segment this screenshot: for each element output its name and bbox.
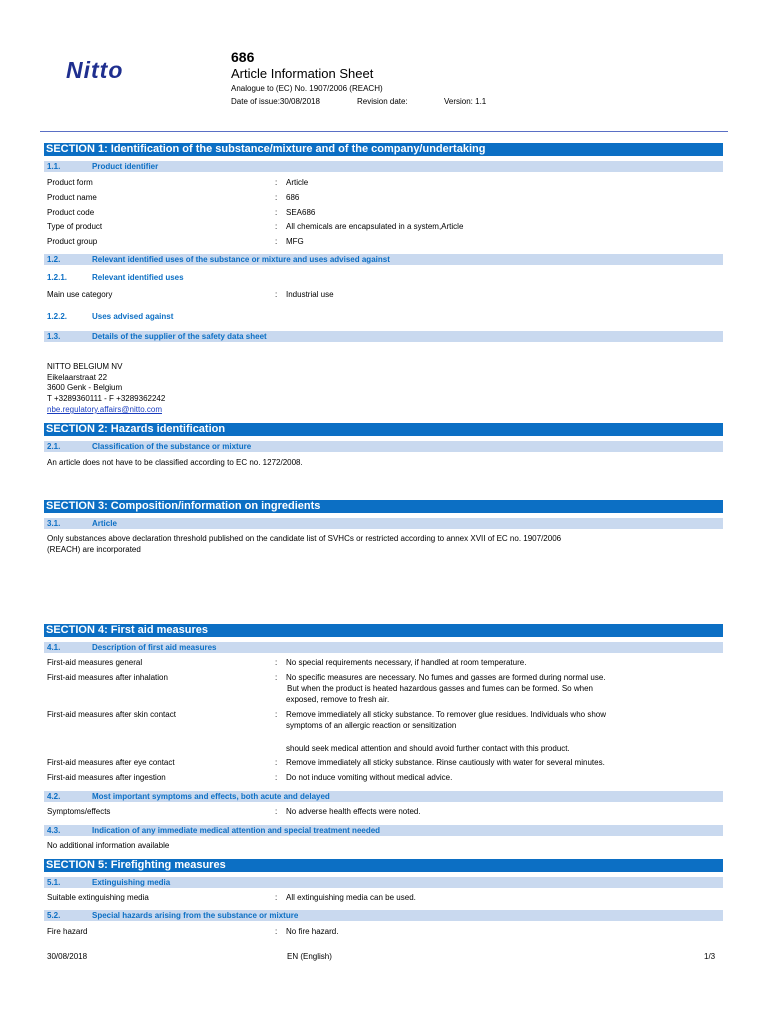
section-1-heading: SECTION 1: Identification of the substance/mixture and of the company/undertaking: [44, 143, 723, 156]
row-colon: :: [275, 237, 278, 246]
row-label: Product name: [47, 193, 97, 202]
subsection-number: 1.2.2.: [47, 312, 68, 321]
row-label: Product form: [47, 178, 93, 187]
subsection-number: 4.3.: [47, 826, 61, 835]
subsection-number: 1.2.1.: [47, 273, 68, 282]
subsection-number: 3.1.: [47, 519, 61, 528]
subsection-title: Description of first aid measures: [92, 643, 217, 652]
subsection-number: 2.1.: [47, 442, 61, 451]
subsection-number: 5.1.: [47, 878, 61, 887]
row-value-line: No specific measures are necessary. No fumes and gasses are formed during normal use.: [286, 673, 606, 682]
section-5-heading: SECTION 5: Firefighting measures: [44, 859, 723, 872]
subsection-2-1: [44, 441, 723, 452]
row-value-line: But when the product is heated hazardous gasses and fumes can be formed. So when: [287, 684, 593, 693]
row-value: SEA686: [286, 208, 316, 217]
row-value: No fire hazard.: [286, 927, 339, 936]
subsection-number: 1.3.: [47, 332, 61, 341]
subsection-1-3: [44, 331, 723, 342]
supplier-city: 3600 Genk - Belgium: [47, 383, 123, 392]
subsection-1-2: [44, 254, 723, 265]
section-4-heading: SECTION 4: First aid measures: [44, 624, 723, 637]
regulation-reference: Analogue to (EC) No. 1907/2006 (REACH): [231, 84, 383, 93]
subsection-title: Relevant identified uses: [92, 273, 184, 282]
footer-date: 30/08/2018: [47, 952, 88, 961]
footer-language: EN (English): [287, 952, 332, 961]
row-value-line: Remove immediately all sticky substance. To remover glue residues. Individuals who show: [286, 710, 606, 719]
subsection-4-2: [44, 791, 723, 802]
row-colon: :: [275, 758, 278, 767]
row-label: Product code: [47, 208, 95, 217]
subsection-title: Article: [92, 519, 117, 528]
row-label: First-aid measures after ingestion: [47, 773, 166, 782]
subsection-title: Indication of any immediate medical attention and special treatment needed: [92, 826, 381, 835]
subsection-title: Most important symptoms and effects, both acute and delayed: [92, 792, 330, 801]
no-additional-info: No additional information available: [47, 841, 170, 850]
row-value: Article: [286, 178, 309, 187]
nitto-logo: Nitto: [66, 57, 124, 83]
subsection-4-3: [44, 825, 723, 836]
row-colon: :: [275, 807, 278, 816]
subsection-5-2: [44, 910, 723, 921]
header-divider: [40, 131, 728, 132]
row-colon: :: [275, 673, 278, 682]
row-colon: :: [275, 658, 278, 667]
subsection-number: 4.1.: [47, 643, 61, 652]
subsection-4-1: [44, 642, 723, 653]
subsection-title: Product identifier: [92, 162, 159, 171]
revision-date: Revision date:: [357, 97, 408, 106]
subsection-title: Relevant identified uses of the substance or mixture and uses advised against: [92, 255, 390, 264]
composition-text-line-2: (REACH) are incorporated: [47, 545, 141, 554]
section-2-heading: SECTION 2: Hazards identification: [44, 423, 723, 436]
subsection-title: Special hazards arising from the substance or mixture: [92, 911, 299, 920]
supplier-street: Eikelaarstraat 22: [47, 373, 108, 382]
row-value: All extinguishing media can be used.: [286, 893, 416, 902]
subsection-3-1: [44, 518, 723, 529]
row-label: First-aid measures after inhalation: [47, 673, 168, 682]
footer-page-number: 1/3: [704, 952, 716, 961]
row-value: MFG: [286, 237, 304, 246]
document-title: Article Information Sheet: [231, 66, 374, 81]
row-colon: :: [275, 222, 278, 231]
subsection-number: 5.2.: [47, 911, 61, 920]
row-colon: :: [275, 927, 278, 936]
subsection-title: Extinguishing media: [92, 878, 171, 887]
row-value-line: exposed, remove to fresh air.: [286, 695, 390, 704]
subsection-1-1: [44, 161, 723, 172]
row-value: No special requirements necessary, if handled at room temperature.: [286, 658, 527, 667]
row-colon: :: [275, 290, 278, 299]
supplier-email-link[interactable]: nbe.regulatory.affairs@nitto.com: [47, 405, 162, 414]
section-3-heading: SECTION 3: Composition/information on ingredients: [44, 500, 723, 513]
row-label: Symptoms/effects: [47, 807, 111, 816]
row-colon: :: [275, 208, 278, 217]
row-value: All chemicals are encapsulated in a system,Article: [286, 222, 464, 231]
row-value: 686: [286, 193, 300, 202]
row-label: Fire hazard: [47, 927, 88, 936]
row-label: First-aid measures after eye contact: [47, 758, 175, 767]
row-colon: :: [275, 710, 278, 719]
row-label: Product group: [47, 237, 98, 246]
subsection-number: 1.1.: [47, 162, 61, 171]
row-colon: :: [275, 178, 278, 187]
row-value-line: symptoms of an allergic reaction or sensitization: [286, 721, 457, 730]
row-colon: :: [275, 773, 278, 782]
row-value: Do not induce vomiting without medical advice.: [286, 773, 453, 782]
subsection-title: Details of the supplier of the safety data sheet: [92, 332, 267, 341]
row-label: Suitable extinguishing media: [47, 893, 149, 902]
subsection-5-1: [44, 877, 723, 888]
row-label: Main use category: [47, 290, 113, 299]
row-colon: :: [275, 193, 278, 202]
row-value: No adverse health effects were noted.: [286, 807, 421, 816]
subsection-number: 4.2.: [47, 792, 61, 801]
subsection-title: Uses advised against: [92, 312, 174, 321]
row-label: First-aid measures general: [47, 658, 143, 667]
subsection-number: 1.2.: [47, 255, 61, 264]
version: Version: 1.1: [444, 97, 487, 106]
classification-text: An article does not have to be classified according to EC no. 1272/2008.: [47, 458, 303, 467]
document-number: 686: [231, 49, 255, 65]
row-colon: :: [275, 893, 278, 902]
row-value-line: should seek medical attention and should avoid further contact with this product.: [286, 744, 570, 753]
row-label: First-aid measures after skin contact: [47, 710, 176, 719]
supplier-name: NITTO BELGIUM NV: [47, 362, 123, 371]
row-value: Industrial use: [286, 290, 334, 299]
row-value: Remove immediately all sticky substance. Rinse cautiously with water for several minutes.: [286, 758, 605, 767]
row-label: Type of product: [47, 222, 103, 231]
supplier-phone: T +3289360111 - F +3289362242: [47, 394, 166, 403]
subsection-title: Classification of the substance or mixture: [92, 442, 252, 451]
date-of-issue: Date of issue:30/08/2018: [231, 97, 320, 106]
composition-text-line-1: Only substances above declaration threshold published on the candidate list of SVHCs or restricted according to annex XVII of EC no. 1907/2006: [47, 534, 562, 543]
